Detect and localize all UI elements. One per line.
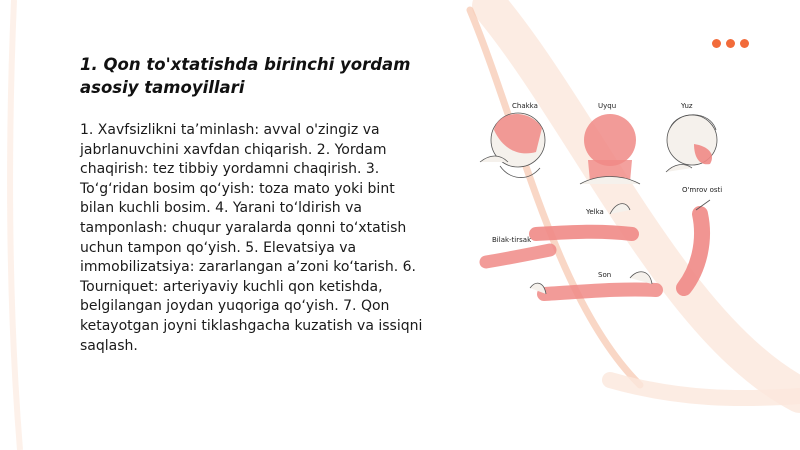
- slide-body-text: 1. Xavfsizlikni ta’minlash: avval o'zingiz va jabrlanuvchini xavfdan chiqarish. 2. Yordam chaqirish: tez tibbiy yordamni chaqirish. 3. To‘g‘ridan bosim qo‘yish: toza mato yoki bint bilan kuchli bosim. 4. Yarani to‘ldirish va tamponlash: chuqur yaralarda qonni to‘xtatish uchun tampon qo‘yish. 5. Elevatsiya va immobilizatsiya: zararlangan a’zoni ko‘tarish. 6. Tourniquet: arteriyaviy kuchli qon ketishda, belgilangan joydan yuqoriga qo‘yish. 7. Qon ketayotgan joyni tiklashgacha kuzatish va issiqni saqlash.: [80, 122, 423, 354]
- bleeding-control-points-figure: [470, 92, 730, 322]
- accent-dot: [712, 39, 721, 48]
- arc-left: [10, 0, 20, 450]
- slide-title: 1. Qon to'xtatishda birinchi yordam asosiy tamoyillari: [80, 55, 411, 97]
- arm-shoulder-illustration: [684, 200, 710, 288]
- label-temple: Chakka: [512, 102, 538, 110]
- label-face: Yuz: [681, 102, 693, 110]
- accent-dots: [712, 39, 749, 48]
- accent-dot: [726, 39, 735, 48]
- head-neck-illustration: [580, 114, 640, 184]
- label-thigh: Son: [598, 271, 612, 279]
- label-wrist: Bilak-tirsak: [492, 236, 532, 244]
- label-collarbone: O'mrov osti: [682, 186, 723, 194]
- forearm-wrist-illustration: [486, 204, 632, 262]
- leg-thigh-illustration: [530, 272, 656, 294]
- label-shoulder: Yelka: [586, 208, 604, 216]
- head-face-illustration: [666, 115, 717, 172]
- accent-dot: [740, 39, 749, 48]
- head-temple-illustration: [480, 113, 545, 178]
- label-neck: Uyqu: [598, 102, 617, 110]
